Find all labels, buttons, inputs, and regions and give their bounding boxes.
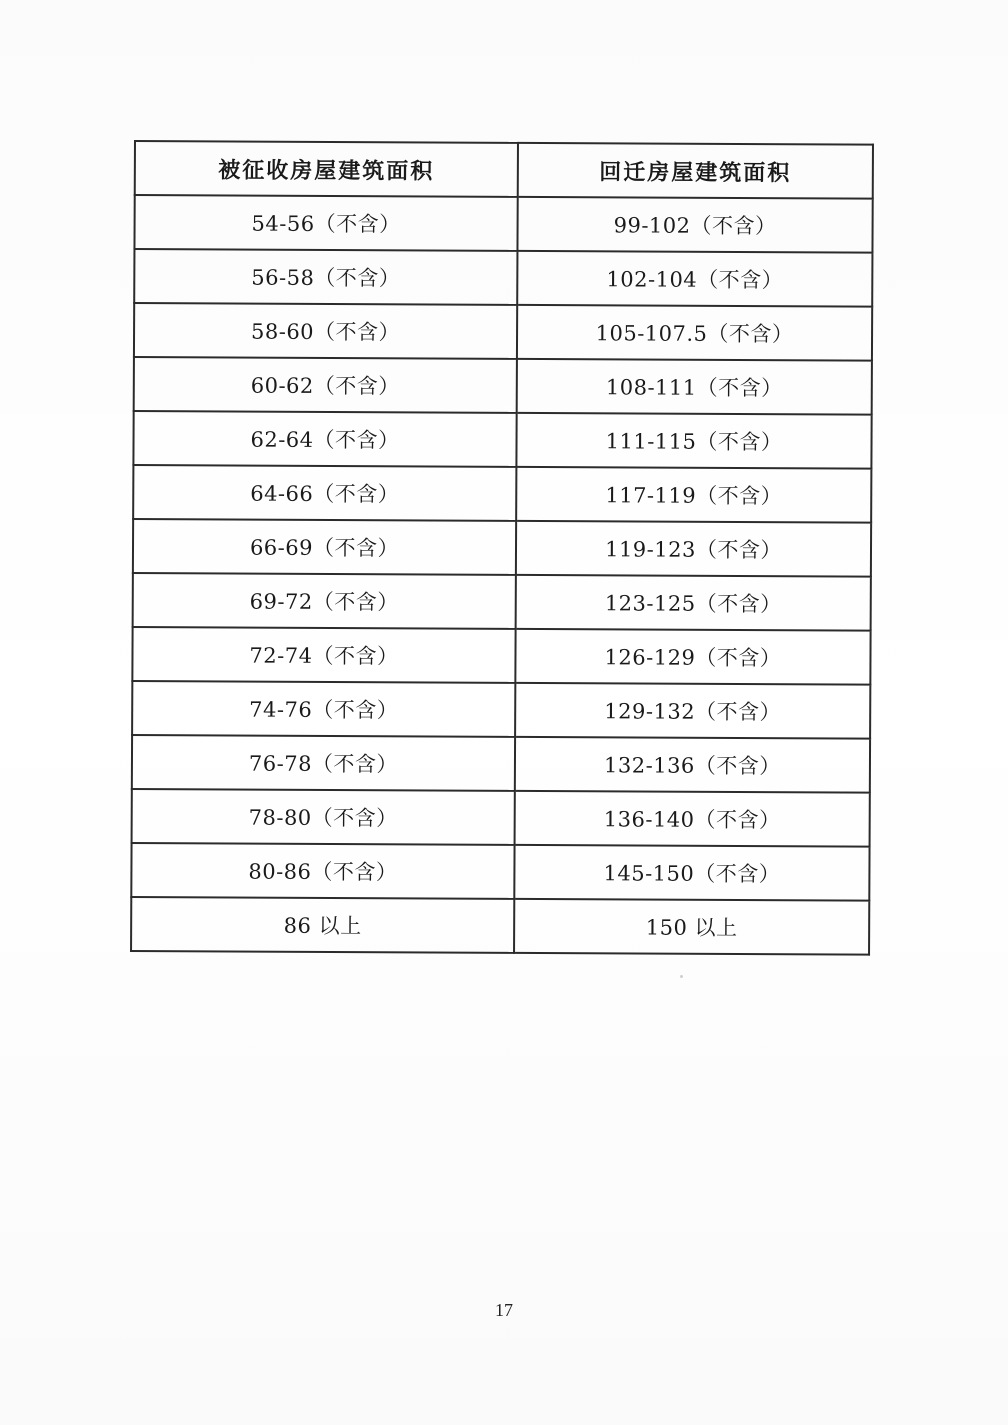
table-row	[133, 465, 871, 523]
page-number: 17	[495, 1300, 513, 1320]
resettlement-area-cell: 102-104（不含）	[517, 251, 872, 307]
expropriated-area-cell: 74-76（不含）	[132, 681, 515, 737]
expropriated-area-cell: 64-66（不含）	[133, 465, 516, 521]
resettlement-area-cell: 117-119（不含）	[516, 467, 871, 523]
resettlement-area-cell: 108-111（不含）	[517, 359, 872, 415]
expropriated-area-cell: 78-80（不含）	[132, 789, 515, 845]
scan-speck	[680, 975, 683, 978]
resettlement-area-cell: 145-150（不含）	[514, 845, 869, 901]
table-row	[133, 519, 871, 577]
expropriated-area-cell: 56-58（不含）	[134, 249, 517, 305]
table-row	[134, 195, 872, 253]
resettlement-area-cell: 126-129（不含）	[515, 629, 870, 685]
resettlement-area-cell: 119-123（不含）	[516, 521, 871, 577]
resettlement-area-cell: 129-132（不含）	[515, 683, 870, 739]
expropriated-area-cell: 60-62（不含）	[134, 357, 517, 413]
expropriated-area-cell: 62-64（不含）	[133, 411, 516, 467]
table-row	[133, 573, 871, 631]
table-row	[131, 897, 869, 955]
header-expropriated-area: 被征收房屋建筑面积	[135, 141, 518, 197]
expropriated-area-cell: 69-72（不含）	[133, 573, 516, 629]
resettlement-area-cell: 132-136（不含）	[515, 737, 870, 793]
header-resettlement-area: 回迁房屋建筑面积	[518, 143, 873, 199]
resettlement-area-cell: 150 以上	[514, 899, 869, 955]
expropriated-area-cell: 76-78（不含）	[132, 735, 515, 791]
table-row	[134, 303, 872, 361]
resettlement-area-cell: 111-115（不含）	[516, 413, 871, 469]
area-comparison-table	[130, 140, 874, 956]
table-row	[132, 735, 870, 793]
table-row	[131, 843, 869, 901]
expropriated-area-cell: 54-56（不含）	[134, 195, 517, 251]
expropriated-area-cell: 66-69（不含）	[133, 519, 516, 575]
resettlement-area-cell: 105-107.5（不含）	[517, 305, 872, 361]
resettlement-area-cell: 136-140（不含）	[515, 791, 870, 847]
table-row	[134, 357, 872, 415]
expropriated-area-cell: 58-60（不含）	[134, 303, 517, 359]
table-row	[133, 411, 871, 469]
table-header-row	[135, 141, 873, 199]
table-row	[132, 681, 870, 739]
table-row	[132, 789, 870, 847]
expropriated-area-cell: 72-74（不含）	[132, 627, 515, 683]
resettlement-area-cell: 99-102（不含）	[517, 197, 872, 253]
table-row	[132, 627, 870, 685]
table-row	[134, 249, 872, 307]
expropriated-area-cell: 80-86（不含）	[131, 843, 514, 899]
resettlement-area-cell: 123-125（不含）	[516, 575, 871, 631]
expropriated-area-cell: 86 以上	[131, 897, 514, 953]
